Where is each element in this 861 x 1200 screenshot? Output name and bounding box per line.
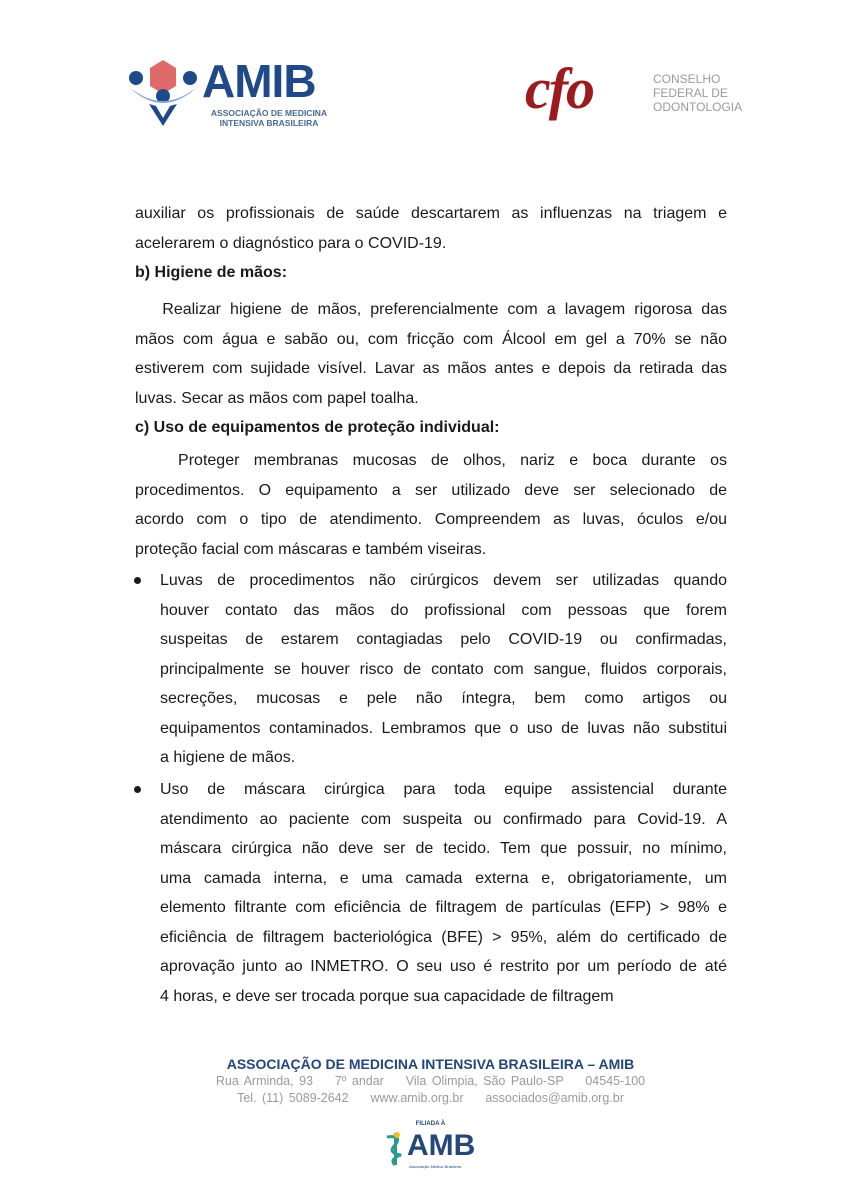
text-line: suspeitas de estarem contagiadas pelo COVID-19 ou confirmadas,: [160, 631, 727, 648]
text-line: Uso de máscara cirúrgica para toda equipe assistencial durante: [160, 781, 727, 798]
text-line: auxiliar os profissionais de saúde descartarem as influenzas na triagem e: [135, 205, 727, 222]
cfo-logo: [525, 56, 765, 132]
amb-logo-subtitle: Associação Médica Brasileira: [409, 1164, 462, 1169]
text-line: luvas. Secar as mãos com papel toalha.: [135, 389, 419, 407]
bullet-icon: [134, 577, 141, 584]
amib-people-icon: [124, 58, 202, 128]
text-line: procedimentos. O equipamento a ser utilizado deve ser selecionado de: [135, 481, 727, 499]
text-line: eficiência de filtragem bacteriológica (BFE) > 95%, além do certificado de: [160, 928, 727, 946]
bullet-icon: [134, 786, 141, 793]
text-line: acordo com o tipo de atendimento. Compreendem as luvas, óculos e/ou: [135, 511, 727, 528]
text-line: uma camada interna, e uma camada externa e, obrigatoriamente, um: [160, 869, 727, 887]
text-line: elemento filtrante com eficiência de filtragem de partículas (EFP) > 98% e: [160, 899, 727, 916]
text-line: aprovação junto ao INMETRO. O seu uso é restrito por um período de até: [160, 958, 727, 975]
section-c-heading: c) Uso de equipamentos de proteção individual:: [135, 419, 500, 436]
cfo-logo-text: cfo: [525, 56, 594, 121]
footer-title: ASSOCIAÇÃO DE MEDICINA INTENSIVA BRASILEIRA – AMIB: [226, 1056, 635, 1072]
amib-logo-subtitle: [204, 108, 334, 128]
amib-logo-text: AMIB: [202, 55, 316, 107]
text-line: secreções, mucosas e pele não íntegra, bem como artigos ou: [160, 690, 727, 707]
text-line: a higiene de mãos.: [160, 749, 296, 766]
section-b-paragraph: [135, 295, 727, 443]
text-line: Proteger membranas mucosas de olhos, nariz e boca durante os: [135, 452, 727, 469]
section-b-heading: b) Higiene de mãos:: [135, 264, 288, 281]
text-line: proteção facial com máscaras e também viseiras.: [135, 540, 487, 558]
text-line: mãos com água e sabão ou, com fricção com Álcool em gel a 70% se não: [135, 330, 727, 348]
text-line: Luvas de procedimentos não cirúrgicos devem ser utilizadas quando: [160, 572, 727, 589]
caduceus-icon: [383, 1131, 407, 1167]
amb-logo-text: AMB: [407, 1129, 476, 1162]
text-line: Realizar higiene de mãos, preferencialmente com a lavagem rigorosa das: [135, 301, 727, 318]
footer-filiada-label: FILIADA À: [415, 1121, 446, 1127]
footer-contact: Tel. (11) 5089-2642 www.amib.org.br associados@amib.org.br: [237, 1091, 624, 1105]
bullet-item-mask: [160, 775, 727, 1011]
text-line: houver contato das mãos do profissional com pessoas que forem: [160, 601, 727, 619]
text-line: 4 horas, e deve ser trocada porque sua capacidade de filtragem: [160, 987, 614, 1005]
text-line: equipamentos contaminados. Lembramos que o uso de luvas não substitui: [160, 719, 727, 737]
section-c-paragraph: [135, 446, 727, 564]
amib-subtitle-line: INTENSIVA BRASILEIRA: [219, 118, 319, 128]
cfo-logo-subtitle: [653, 72, 742, 114]
amb-logo: [383, 1131, 483, 1171]
cfo-subtitle-line: ODONTOLOGIA: [653, 100, 743, 114]
amib-subtitle-line: ASSOCIAÇÃO DE MEDICINA: [210, 108, 328, 118]
cfo-subtitle-line: CONSELHO: [653, 72, 721, 86]
footer-address: Rua Arminda, 93 7º andar Vila Olimpia, São Paulo-SP 04545-100: [215, 1074, 646, 1088]
text-line: máscara cirúrgica não deve ser de tecido. Tem que possuir, no mínimo,: [160, 840, 727, 857]
text-line: estiverem com sujidade visível. Lavar as mãos antes e depois da retirada das: [135, 360, 727, 377]
cfo-subtitle-line: FEDERAL DE: [653, 86, 728, 100]
intro-paragraph: [135, 199, 727, 288]
text-line: acelerarem o diagnóstico para o COVID-19.: [135, 234, 447, 252]
text-line: principalmente se houver risco de contato com sangue, fluidos corporais,: [160, 660, 727, 678]
bullet-item-gloves: [160, 566, 727, 773]
amib-logo: [124, 55, 334, 138]
text-line: atendimento ao paciente com suspeita ou confirmado para Covid-19. A: [160, 810, 727, 828]
